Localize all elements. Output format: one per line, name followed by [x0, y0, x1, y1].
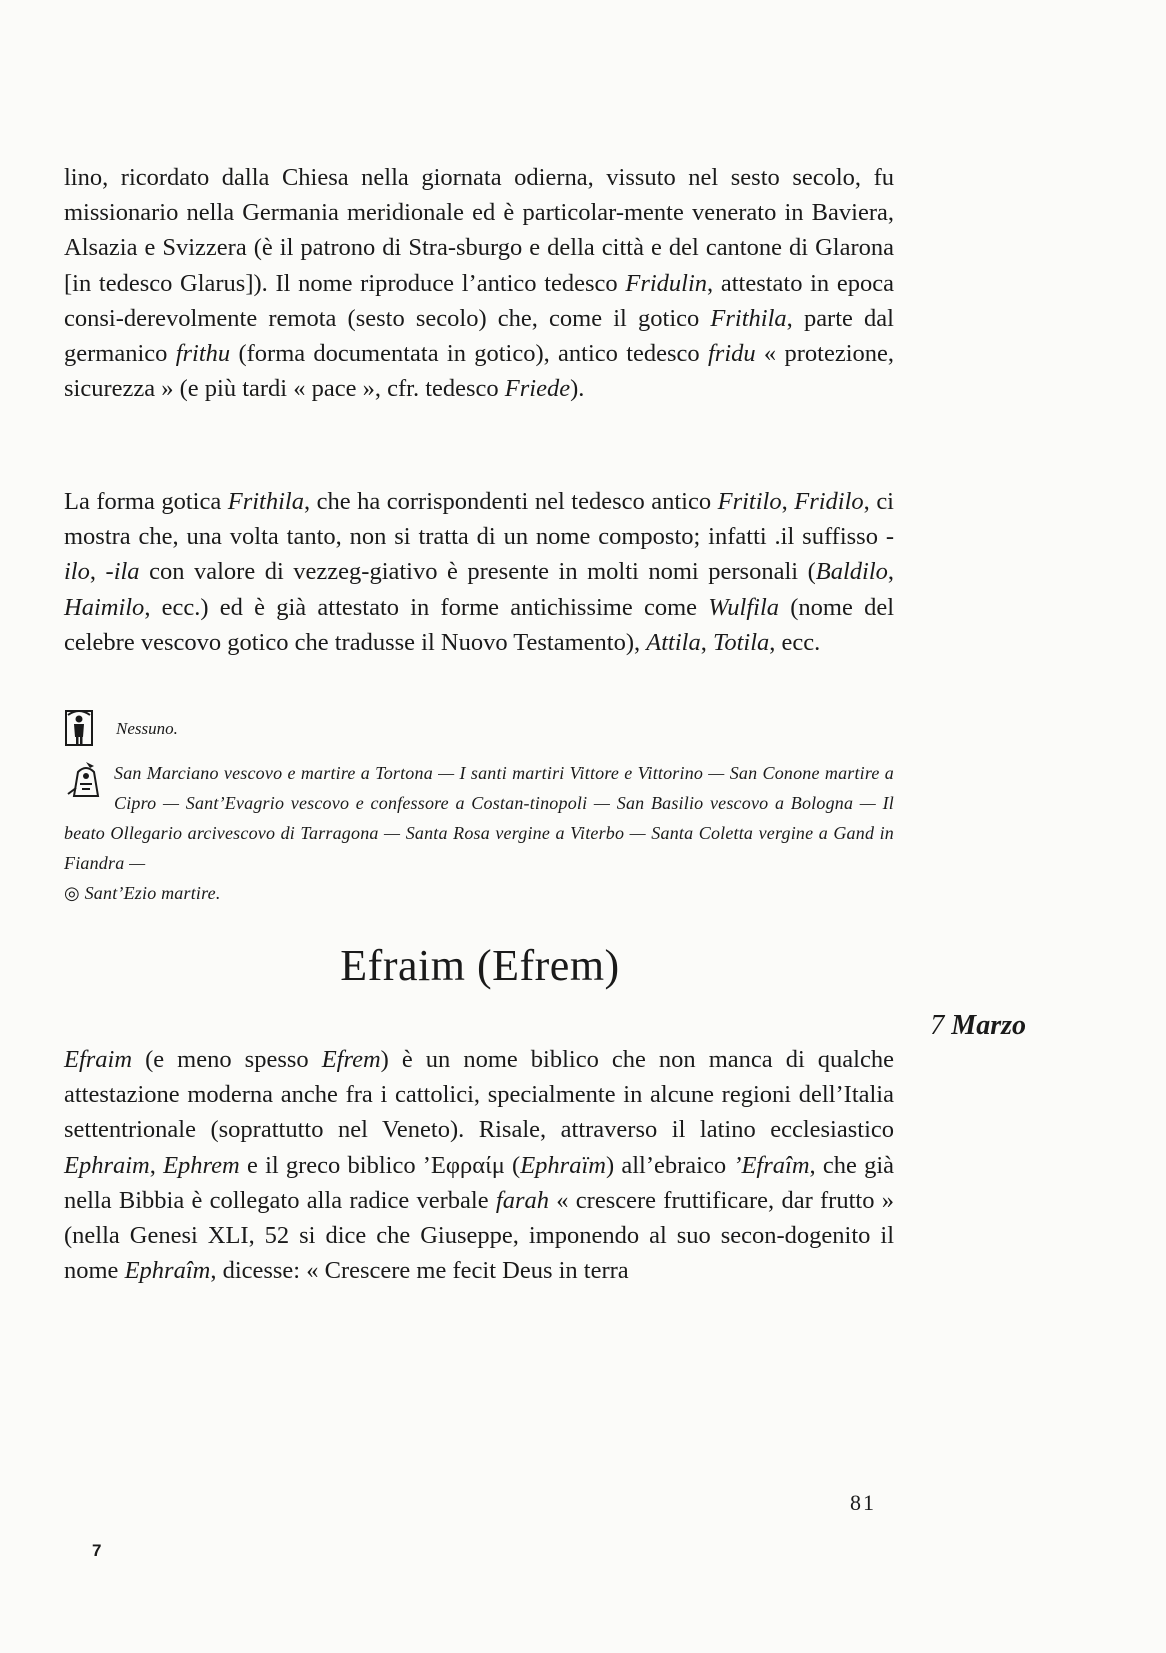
italic-term: Frithila: [710, 304, 787, 332]
text-run: ,: [700, 628, 713, 656]
entry-heading: Efraim (Efrem): [340, 941, 620, 990]
saints-list-last: Sant’Ezio martire.: [84, 883, 221, 903]
text-run: , che ha corrispondenti nel tedesco antico: [303, 488, 718, 515]
patron-label: Nessuno.: [116, 719, 178, 738]
text-run: ) è un nome biblico che non manca di qualche attestazione moderna anche fra i cattolici, specialmente in alcune regioni dell’Italia settentrionale (soprattutto nel Veneto). Risale, attraverso il latino ecclesiastico: [64, 1046, 894, 1144]
page-number: 81: [850, 1490, 876, 1515]
text-run: (forma documentata in gotico), antico tedesco: [230, 340, 708, 368]
text-run: lino, ricordato dalla Chiesa nella giornata odierna, vissuto nel sesto secolo, fu missionario nella Germania meridionale ed è particolar-mente venerato in Baviera, Alsazia e Svizzera (è il patrono di Stra-sburgo e della città e del cantone di Glarona [in tedesco Glarus]). Il nome riproduce l’antico tedesco: [64, 164, 894, 297]
text-run: ,: [887, 558, 894, 586]
italic-term: frithu: [175, 340, 231, 368]
italic-term: Baldilo: [815, 558, 888, 586]
text-run: , ci mostra che, una volta tanto, non si tratta di un nome composto; infatti .il suffisso: [64, 488, 894, 551]
signature-mark: 7: [92, 1541, 102, 1560]
text-run: La forma gotica: [64, 488, 228, 515]
italic-term: Efrem: [321, 1046, 381, 1073]
text-run: con valore di vezzeg-giativo è presente in molti nomi personali (: [139, 558, 816, 586]
text-run: ).: [570, 375, 585, 403]
paragraph: [64, 484, 894, 660]
text-run: , parte dal germanico: [64, 304, 894, 368]
paragraph-efraim: [64, 1042, 894, 1288]
text-run: (e meno spesso: [132, 1046, 322, 1073]
target-icon: ◎: [64, 883, 80, 903]
italic-term: Efraim: [64, 1046, 133, 1073]
text-run: , ecc.: [769, 628, 821, 656]
text-run: « crescere fruttificare, dar frutto » (nella Genesi XLI, 52 si dice che Giuseppe, imponendo al suo secon-dogenito il nome: [64, 1186, 894, 1285]
italic-term: ’Efraîm: [733, 1151, 810, 1179]
italic-term: Totila: [712, 628, 770, 656]
paragraph: [64, 1042, 894, 1288]
italic-term: -ila: [105, 558, 140, 586]
date-day: 7: [930, 1010, 945, 1041]
patron-saint-icon: [64, 707, 94, 752]
italic-term: Frithila: [227, 488, 304, 515]
text-run: « protezione, sicurezza » (e più tardi « pace », cfr. tedesco: [64, 340, 895, 403]
italic-term: Fridilo: [794, 488, 864, 515]
text-run: , ecc.) ed è già attestato in forme antichissime come: [144, 593, 709, 621]
italic-term: fridu: [707, 340, 756, 368]
italic-term: Friede: [504, 375, 571, 403]
italic-term: Fridulin: [625, 269, 708, 297]
italic-term: Ephraim: [64, 1151, 150, 1179]
italic-term: Wulfila: [708, 593, 780, 621]
text-run: e il greco biblico ’Εφραίμ (: [239, 1151, 521, 1179]
italic-term: Haimilo: [64, 593, 145, 621]
saints-list-text: San Marciano vescovo e martire a Tortona — I santi martiri Vittore e Vittorino — San Conone martire a Cipro — Sant’Evagrio vescovo e confessore a Costan-tinopoli — San Basilio vescovo a Bologna — Il beato Ollegario arcivescovo di Tarragona — Santa Rosa vergine a Viterbo — Santa Coletta vergine a Gand in Fiandra —: [64, 763, 894, 873]
text-run: (nome del celebre vescovo gotico che tradusse il Nuovo Testamento),: [64, 593, 894, 656]
saints-of-the-day: [64, 758, 894, 908]
text-run: ,: [89, 558, 106, 586]
italic-term: Ephrem: [163, 1151, 240, 1179]
saint-hooded-icon: [64, 758, 108, 802]
paragraph-gothic-form: [64, 484, 894, 660]
text-run: , dicesse: « Crescere me fecit Deus in terra: [210, 1257, 629, 1285]
italic-term: Fritilo: [717, 488, 782, 515]
italic-term: -ilo: [64, 523, 894, 586]
italic-term: Attila: [646, 628, 701, 656]
feast-date: [930, 1010, 1026, 1042]
patron-line: [64, 706, 664, 752]
text-run: ,: [149, 1151, 164, 1179]
text-run: ,: [781, 488, 795, 515]
paragraph: [64, 160, 894, 406]
paragraph-fridolino-continuation: [64, 160, 894, 406]
text-run: , attestato in epoca consi-derevolmente remota (sesto secolo) che, come il gotico: [64, 269, 894, 332]
italic-term: Ephraïm: [520, 1151, 606, 1179]
italic-term: Ephraîm: [124, 1257, 211, 1285]
text-run: , che già nella Bibbia è collegato alla radice verbale: [64, 1151, 894, 1214]
date-month: Marzo: [951, 1010, 1026, 1041]
text-run: ) all’ebraico: [605, 1151, 734, 1179]
italic-term: farah: [495, 1186, 549, 1214]
